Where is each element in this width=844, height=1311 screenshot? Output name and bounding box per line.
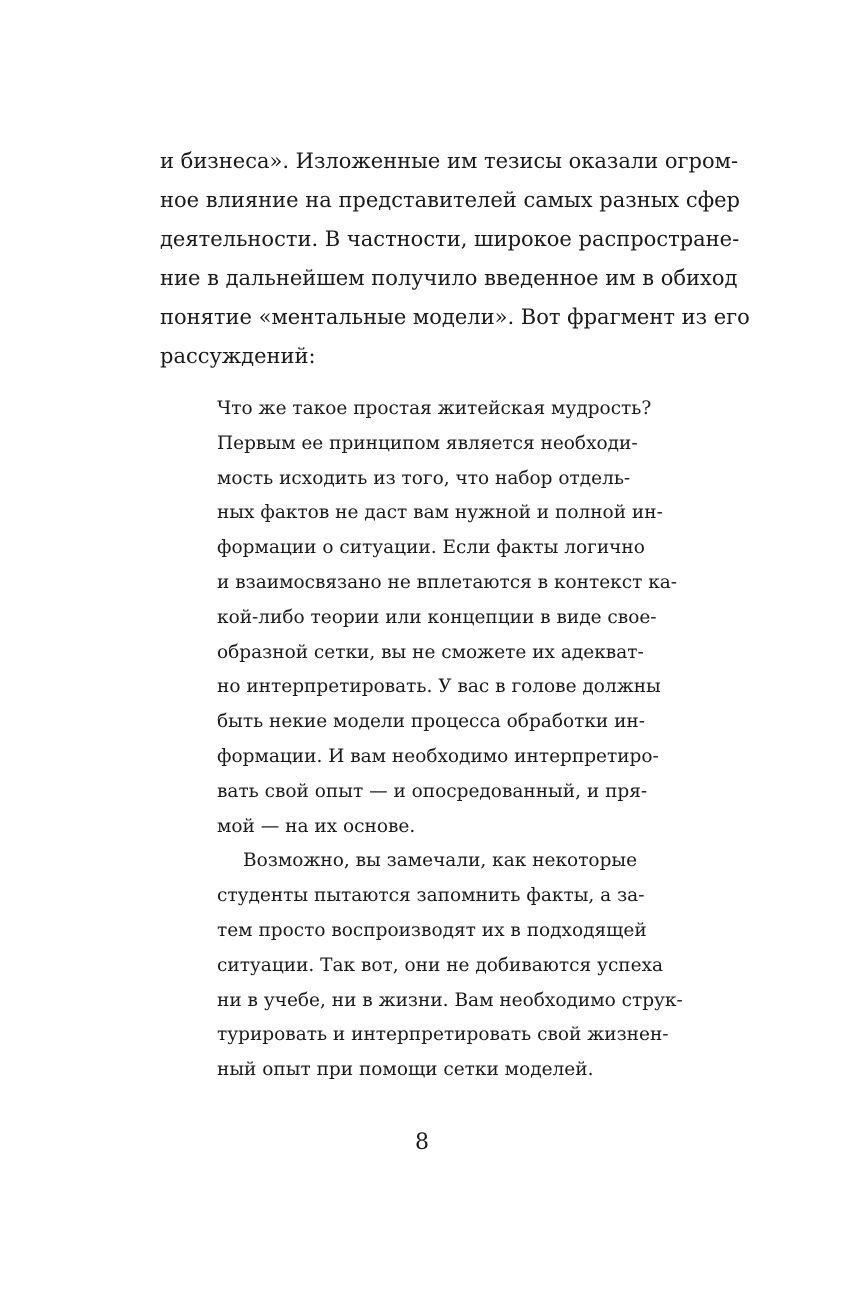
quote-paragraph-2	[217, 844, 687, 1088]
text-line: деятельности. В частности, широкое распростране-	[160, 227, 740, 251]
text-line: ное влияние на представителей самых разных сфер	[160, 188, 741, 212]
page-number: 8	[415, 1130, 429, 1155]
quote-line: ных фактов не даст вам нужной и полной ин-	[217, 502, 663, 524]
quote-line: но интерпретировать. У вас в голове должны	[217, 676, 661, 698]
quote-line: ный опыт при помощи сетки моделей.	[217, 1059, 594, 1081]
quote-line: формации. И вам необходимо интерпретиро-	[217, 745, 659, 767]
quote-line: студенты пытаются запомнить факты, а за-	[217, 885, 645, 907]
quote-line: и взаимосвязано не вплетаются в контекст ка-	[217, 571, 678, 593]
text-line: рассуждений:	[160, 344, 316, 368]
quote-line: Возможно, вы замечали, как некоторые	[243, 850, 638, 872]
quote-line: образной сетки, вы не сможете их адекват-	[217, 641, 644, 663]
quote-line: быть некие модели процесса обработки ин-	[217, 711, 646, 733]
quote-line: ни в учебе, ни в жизни. Вам необходимо струк-	[217, 989, 683, 1011]
quote-line: формации о ситуации. Если факты логично	[217, 537, 645, 559]
quote-line: Что же такое простая житейская мудрость?	[217, 398, 652, 419]
text-line: и бизнеса». Изложенные им тезисы оказали огром-	[160, 149, 739, 173]
quote-line: мой — на их основе.	[217, 815, 416, 837]
quote-line: Первым ее принципом является необходи-	[217, 432, 638, 454]
quote-line: ситуации. Так вот, они не добиваются успеха	[217, 954, 664, 976]
quote-line: кой-либо теории или концепции в виде свое-	[217, 606, 657, 628]
quote-line: турировать и интерпретировать свой жизнен-	[217, 1024, 669, 1046]
text-line: понятие «ментальные модели». Вот фрагмент из его	[160, 305, 750, 329]
block-quote	[217, 392, 687, 1088]
quote-line: тем просто воспроизводят их в подходящей	[217, 919, 647, 941]
text-line: ние в дальнейшем получило введенное им в обиход	[160, 266, 738, 290]
quote-line: вать свой опыт — и опосредованный, и пря-	[217, 780, 648, 802]
quote-paragraph-1	[217, 392, 687, 844]
main-paragraph	[160, 142, 750, 376]
quote-line: мость исходить из того, что набор отдель-	[217, 467, 631, 489]
